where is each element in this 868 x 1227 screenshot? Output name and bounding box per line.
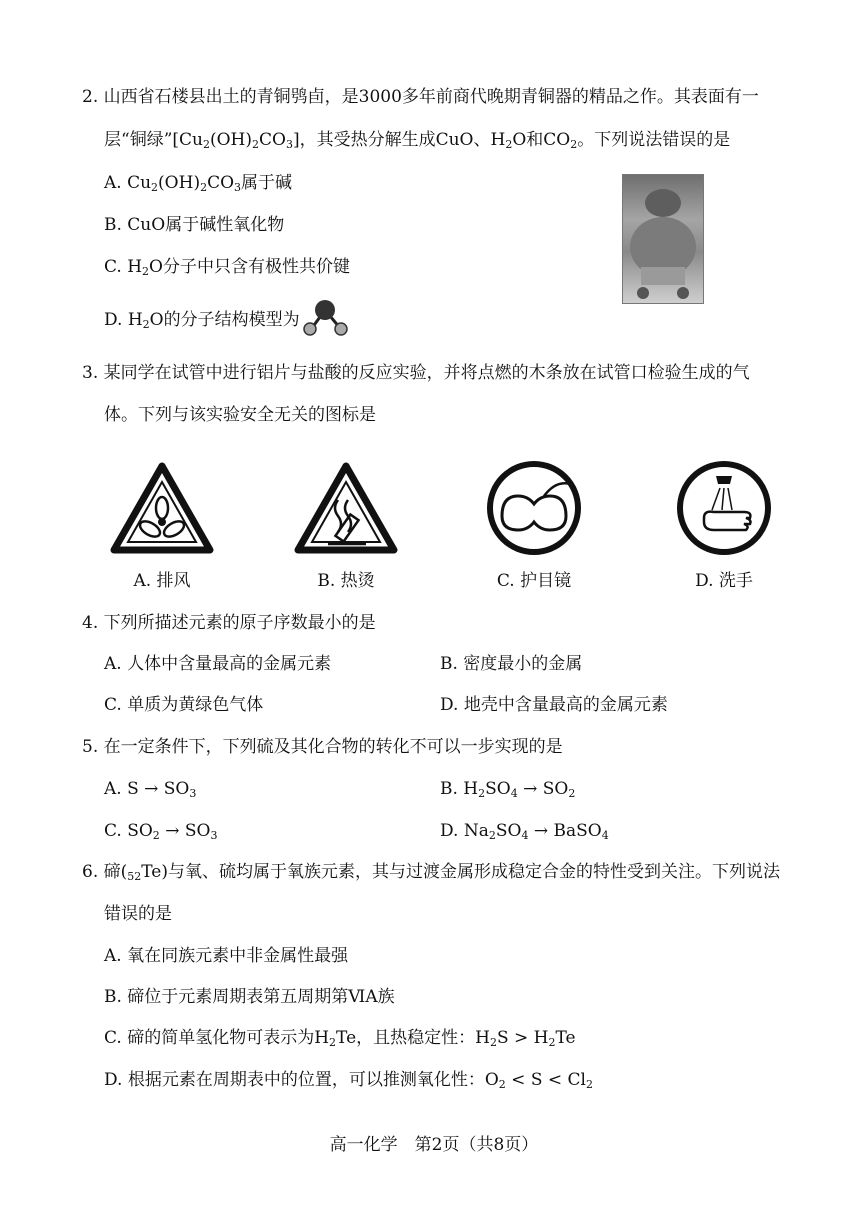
q4-option-a: A. 人体中含量最高的金属元素 (104, 654, 332, 674)
q4-option-b: B. 密度最小的金属 (440, 654, 583, 674)
q3-stem-line2: 体。下列与该实验安全无关的图标是 (104, 405, 376, 425)
q4-option-d: D. 地壳中含量最高的金属元素 (440, 695, 668, 715)
q3-caption-a: A. 排风 (133, 571, 191, 591)
q5-option-a: A. $S \to SO_3$ (104, 779, 197, 800)
q5-option-d: D. $Na_2SO_4$ → BaSO$_4$ (440, 821, 609, 842)
q5-stem: 5. 在一定条件下，下列硫及其化合物的转化不可以一步实现的是 (82, 737, 563, 757)
q2-option-d: D. $H_2O$的分子结构模型为 (104, 310, 300, 331)
q6-option-b: B. 碲位于元素周期表第五周期第ⅥA族 (104, 987, 395, 1007)
hand-washing-icon (674, 458, 774, 558)
q4-option-c: C. 单质为黄绿色气体 (104, 695, 264, 715)
q2-stem-line2: 层“铜绿$”[Cu_2(OH)_2CO_3]$，其受热分解生成CuO、$H_2O$和$CO_2$。下列说法错误的是 (104, 130, 731, 151)
q6-option-a: A. 氧在同族元素中非金属性最强 (104, 946, 349, 966)
q6-option-c: C. 碲的简单氢化物可表示为$H_2Te$，且热稳定性：$H_2S > H_2Te$ (104, 1028, 576, 1049)
q6-stem-line2: 错误的是 (104, 904, 172, 924)
q2-option-b: B. CuO属于碱性氧化物 (104, 215, 285, 235)
bronze-vessel-photo (622, 174, 704, 304)
hot-surface-icon (294, 460, 398, 556)
page-footer: 高一化学 第2页（共8页） (329, 1135, 539, 1155)
q5-option-c: C. $SO_2 \to SO_3$ (104, 821, 218, 842)
water-molecule-model-icon (296, 296, 354, 340)
q3-caption-d: D. 洗手 (695, 571, 753, 591)
q2-stem-line1: 2. 山西省石楼县出土的青铜鸮卣，是3000多年前商代晚期青铜器的精品之作。其表面有一 (82, 87, 759, 107)
q3-caption-c: C. 护目镜 (496, 571, 572, 591)
safety-goggles-icon (484, 458, 584, 558)
q6-option-d: D. 根据元素在周期表中的位置，可以推测氧化性：$O_2 < S < Cl_2$ (104, 1070, 593, 1091)
q6-stem-line1: 6. 碲$(_{52}Te)$与氧、硫均属于氧族元素，其与过渡金属形成稳定合金的特性受到关注。下列说法 (82, 862, 780, 883)
bronze-vessel-icon (623, 175, 703, 303)
q4-stem: 4. 下列所描述元素的原子序数最小的是 (82, 613, 376, 633)
q2-option-c: C. $H_2O$分子中只含有极性共价键 (104, 257, 350, 278)
q2-option-a: A. $Cu_2(OH)_2CO_3$属于碱 (104, 173, 293, 194)
ventilation-fan-icon (110, 460, 214, 556)
q5-option-b: B. $H_2SO_4 \to SO_2$ (440, 779, 576, 800)
q3-stem-line1: 3. 某同学在试管中进行铝片与盐酸的反应实验，并将点燃的木条放在试管口检验生成的气 (82, 363, 750, 383)
q3-caption-b: B. 热烫 (317, 571, 375, 591)
